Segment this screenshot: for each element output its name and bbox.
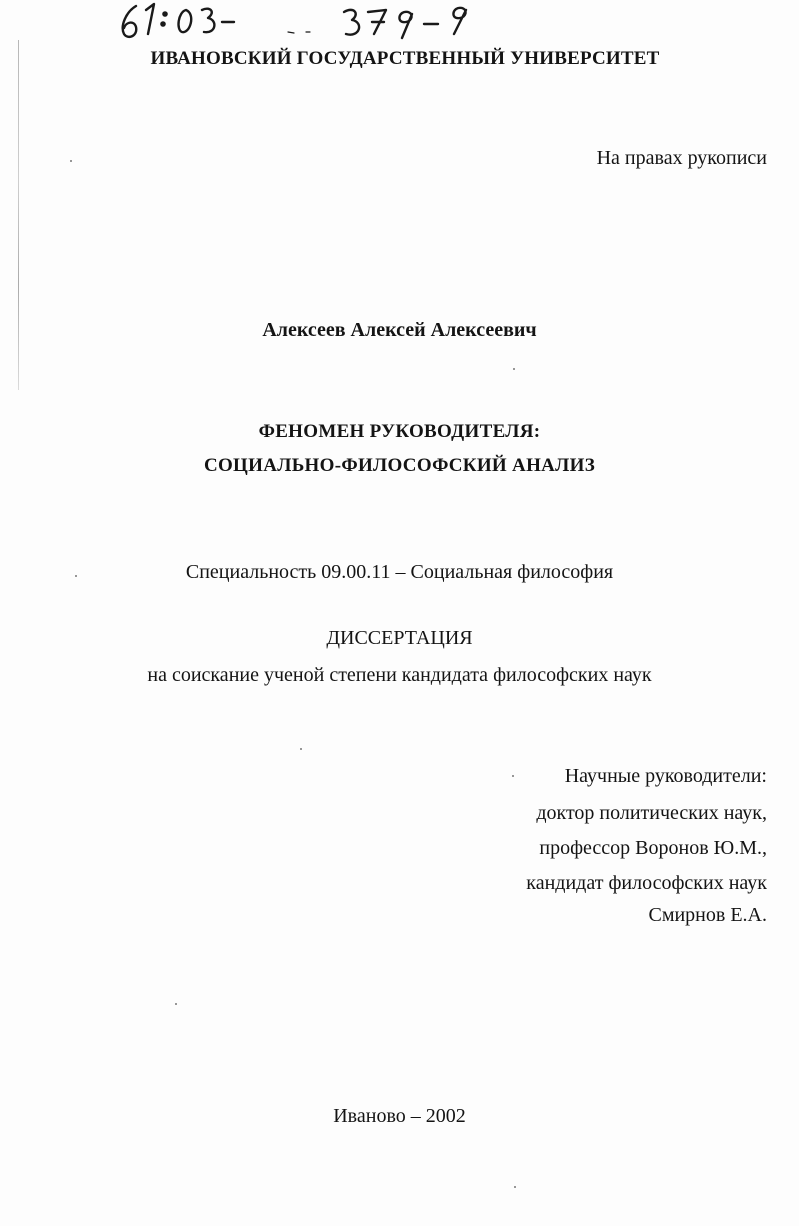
author-name: Алексеев Алексей Алексеевич bbox=[262, 319, 537, 341]
supervisor-line: профессор Воронов Ю.М., bbox=[539, 837, 767, 859]
supervisor-line: Смирнов Е.А. bbox=[648, 904, 767, 926]
dissertation-title-line-2: СОЦИАЛЬНО-ФИЛОСОФСКИЙ АНАЛИЗ bbox=[203, 455, 596, 476]
manuscript-rights-note: На правах рукописи bbox=[596, 147, 767, 169]
document-type: ДИССЕРТАЦИЯ bbox=[326, 627, 473, 649]
scan-speck bbox=[300, 748, 302, 750]
supervisors-label: Научные руководители: bbox=[564, 765, 767, 787]
handwritten-archive-number bbox=[118, 0, 518, 50]
speciality: Специальность 09.00.11 – Социальная философия bbox=[185, 561, 614, 583]
supervisor-line: кандидат философских наук bbox=[526, 872, 767, 894]
city-year: Иваново – 2002 bbox=[333, 1105, 466, 1127]
scan-speck bbox=[514, 1186, 516, 1188]
degree-statement: на соискание ученой степени кандидата философских наук bbox=[147, 664, 652, 686]
supervisor-line: доктор политических наук, bbox=[536, 802, 767, 824]
scan-speck bbox=[70, 160, 72, 162]
scan-speck bbox=[512, 775, 514, 777]
scan-speck bbox=[175, 1003, 177, 1005]
university-name: ИВАНОВСКИЙ ГОСУДАРСТВЕННЫЙ УНИВЕРСИТЕТ bbox=[150, 48, 660, 69]
dissertation-title-line-1: ФЕНОМЕН РУКОВОДИТЕЛЯ: bbox=[258, 421, 541, 442]
scan-speck bbox=[513, 368, 515, 370]
